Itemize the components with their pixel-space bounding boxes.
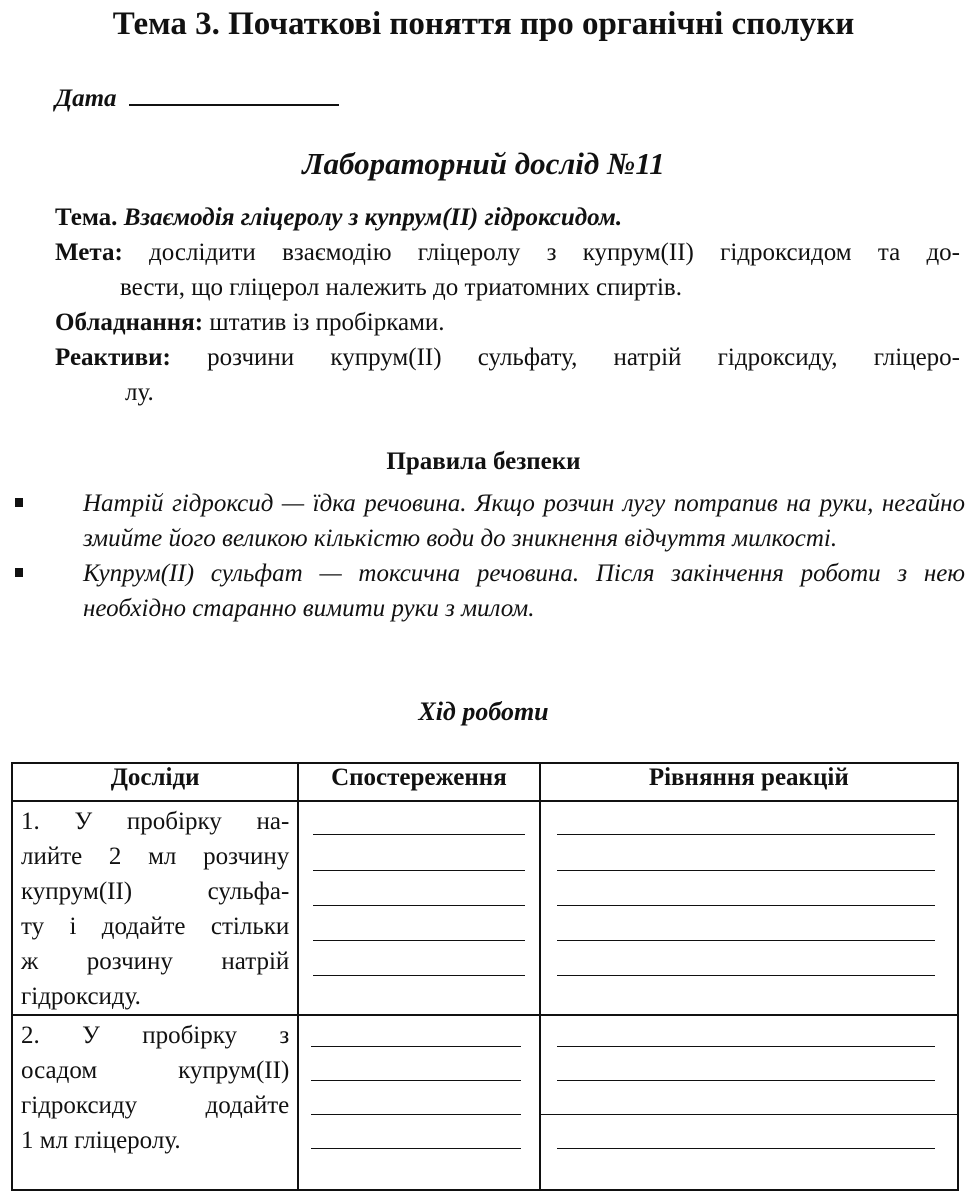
- header-experiments: Досліди: [12, 763, 298, 801]
- experiments-table: [11, 762, 959, 1191]
- description-line: осадом купрум(II): [21, 1057, 290, 1084]
- equipment-line: [55, 305, 960, 340]
- answer-line[interactable]: [311, 1148, 521, 1149]
- safety-rule-text: Натрій гідроксид — їдка речовина. Якщо розчин лугу потрапив на руки, негайно змийте його великою кількістю води до зникнення відчуття милкості.: [83, 490, 965, 552]
- description-line: лийте 2 мл розчину: [21, 843, 290, 870]
- answer-line[interactable]: [313, 870, 525, 871]
- page-title: Тема 3. Початкові поняття про органічні сполуки: [112, 6, 855, 42]
- answer-line[interactable]: [557, 1080, 935, 1081]
- answer-line[interactable]: [313, 834, 525, 835]
- answer-line[interactable]: [557, 834, 935, 835]
- table-row: [12, 1015, 958, 1190]
- safety-rules-list: [15, 486, 965, 626]
- reagents-text-1: розчини купрум(II) сульфату, натрій гідроксиду, гліцеро-: [207, 344, 960, 371]
- header-equations: Рівняння реакцій: [540, 763, 958, 801]
- description-line: ж розчину натрій: [21, 948, 290, 975]
- date-field: [55, 82, 339, 113]
- safety-rule: [15, 556, 965, 626]
- bullet-icon: [15, 568, 23, 577]
- description-line: гідроксиду.: [21, 983, 141, 1010]
- table-header-row: [12, 763, 958, 801]
- goal-text-2: вести, що гліцерол належить до триатомних спиртів.: [120, 274, 682, 301]
- lab-info: [55, 200, 960, 410]
- goal-line-2: [55, 270, 960, 305]
- answer-line[interactable]: [557, 940, 935, 941]
- equations-cell[interactable]: [540, 801, 958, 1015]
- reagents-line: [55, 340, 960, 375]
- goal-label: Мета:: [55, 239, 123, 266]
- experiment-description: [12, 1015, 298, 1190]
- answer-line[interactable]: [313, 905, 525, 906]
- answer-line[interactable]: [557, 1148, 935, 1149]
- description-line: 2. У пробірку з: [21, 1022, 290, 1049]
- theme-text: Взаємодія гліцеролу з купрум(II) гідроксидом.: [123, 204, 623, 231]
- answer-line[interactable]: [313, 940, 525, 941]
- date-label: Дата: [55, 85, 117, 112]
- description-line: 1 мл гліцеролу.: [21, 1127, 181, 1154]
- answer-line[interactable]: [557, 1046, 935, 1047]
- reagents-line-2: [55, 375, 960, 410]
- safety-title: Правила безпеки: [386, 448, 581, 475]
- description-line: 1. У пробірку на-: [21, 808, 290, 835]
- answer-line[interactable]: [557, 905, 935, 906]
- date-blank-line[interactable]: [129, 82, 339, 106]
- theme-label: Тема.: [55, 204, 118, 231]
- answer-line[interactable]: [557, 870, 935, 871]
- observations-cell[interactable]: [298, 801, 539, 1015]
- answer-line[interactable]: [541, 1114, 959, 1115]
- description-line: ту і додайте стільки: [21, 913, 290, 940]
- work-title: Хід роботи: [418, 697, 549, 726]
- answer-line[interactable]: [311, 1114, 521, 1115]
- answer-line[interactable]: [311, 1046, 521, 1047]
- bullet-icon: [15, 498, 23, 507]
- table-row: [12, 801, 958, 1015]
- experiment-description: [12, 801, 298, 1015]
- equations-cell[interactable]: [540, 1015, 958, 1190]
- goal-text-1: дослідити взаємодію гліцеролу з купрум(II) гідроксидом та до-: [149, 239, 960, 266]
- answer-line[interactable]: [311, 1080, 521, 1081]
- observations-cell[interactable]: [298, 1015, 539, 1190]
- answer-line[interactable]: [557, 975, 935, 976]
- reagents-text-2: лу.: [125, 379, 154, 406]
- equipment-text: штатив із пробірками.: [209, 309, 445, 336]
- safety-rule: [15, 486, 965, 556]
- equipment-label: Обладнання:: [55, 309, 204, 336]
- description-line: купрум(II) сульфа-: [21, 878, 290, 905]
- goal-line: [55, 235, 960, 270]
- reagents-label: Реактиви:: [55, 344, 171, 371]
- description-line: гідроксиду додайте: [21, 1092, 290, 1119]
- lab-title: Лабораторний дослід №11: [302, 146, 665, 181]
- theme-line: [55, 200, 960, 235]
- safety-rule-text: Купрум(II) сульфат — токсична речовина. Після закінчення роботи з нею необхідно старанно вимити руки з милом.: [83, 560, 965, 622]
- header-observations: Спостереження: [298, 763, 539, 801]
- answer-line[interactable]: [313, 975, 525, 976]
